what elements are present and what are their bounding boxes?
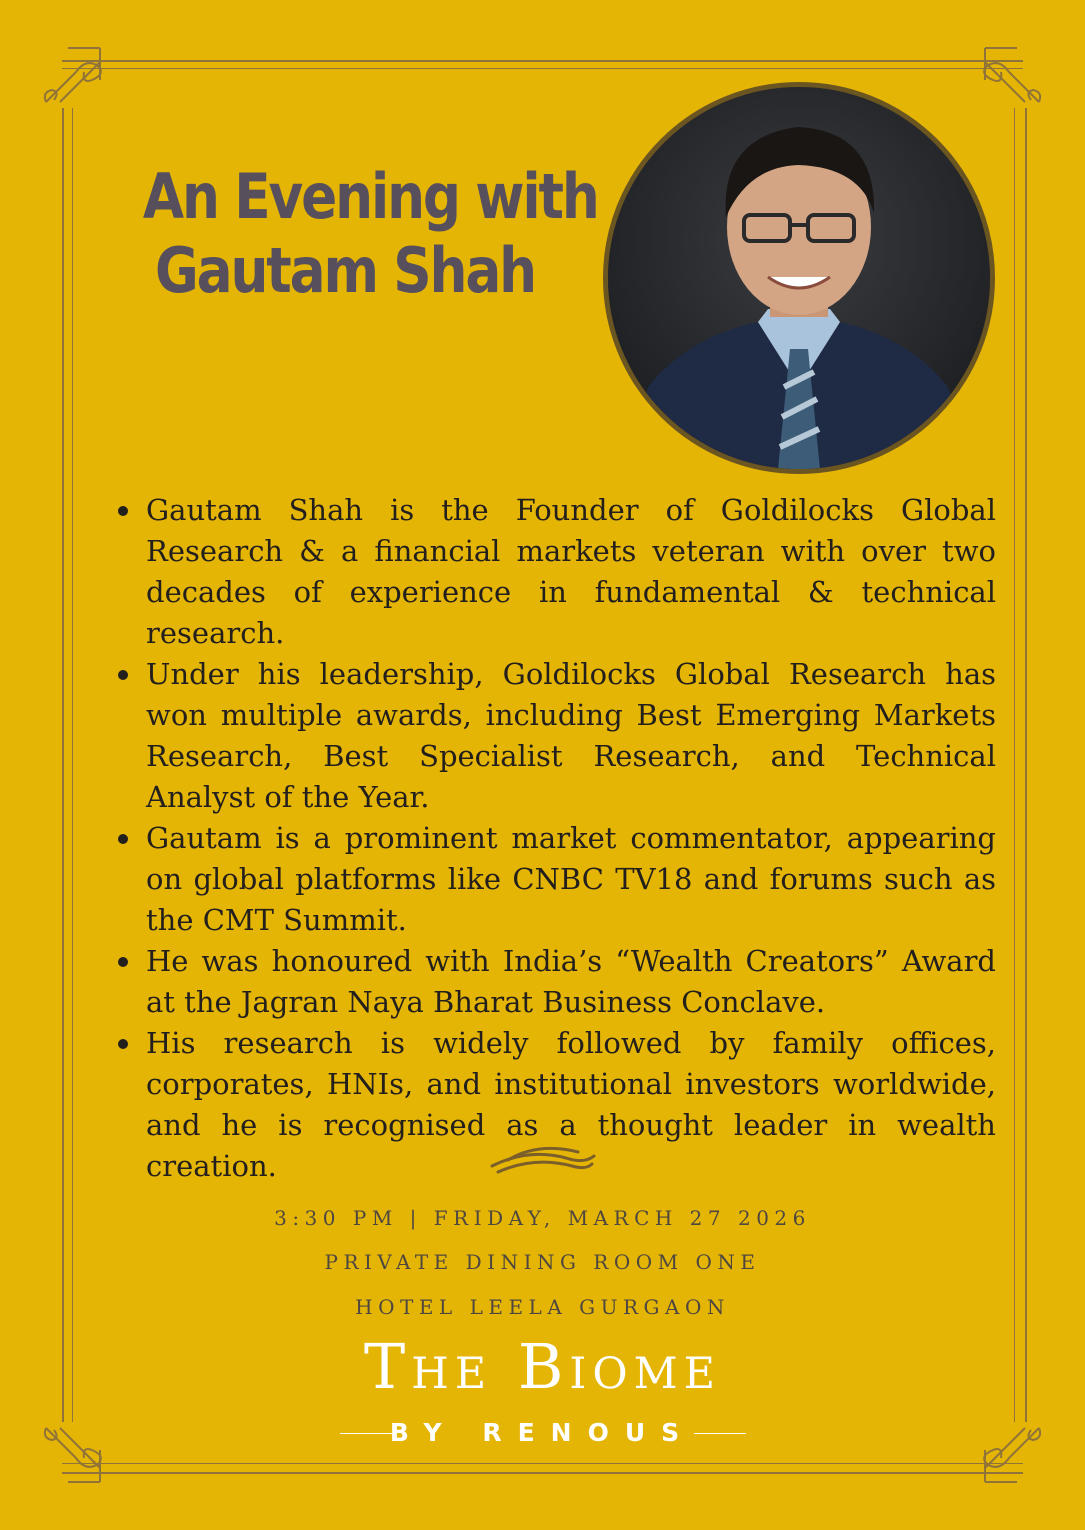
title-line-2: Gautam Shah: [155, 234, 535, 307]
list-item: Under his leadership, Goldilocks Global Research has won multiple awards, including Best Emerging Markets Research, Best Specialist Research, and Technical Analyst of the Year.: [110, 654, 996, 818]
brand-tagline: BY RENOUS: [389, 1418, 696, 1447]
corner-ornament-icon: [977, 40, 1047, 110]
list-item: Gautam Shah is the Founder of Goldilocks Global Research & a financial markets veteran with over two decades of experience in fundamental & technical research.: [110, 490, 996, 654]
title-line-1: An Evening with: [142, 160, 598, 233]
brand-logo: The Biome: [363, 1330, 722, 1403]
swirl-divider-icon: [488, 1140, 598, 1180]
bio-list: [110, 490, 996, 1187]
speaker-portrait: [603, 82, 995, 474]
list-item: He was honoured with India’s “Wealth Creators” Award at the Jagran Naya Bharat Business Conclave.: [110, 941, 996, 1023]
event-room: PRIVATE DINING ROOM ONE: [324, 1250, 761, 1274]
page-title: [142, 160, 598, 308]
list-item: His research is widely followed by family offices, corporates, HNIs, and institutional investors worldwide, and he is recognised as a thought leader in wealth creation.: [110, 1023, 996, 1187]
event-datetime: 3:30 PM | FRIDAY, MARCH 27 2026: [274, 1206, 811, 1230]
speaker-portrait-icon: [608, 87, 990, 469]
list-item: Gautam is a prominent market commentator, appearing on global platforms like CNBC TV18 and forums such as the CMT Summit.: [110, 818, 996, 941]
event-venue: HOTEL LEELA GURGAON: [355, 1295, 730, 1319]
corner-ornament-icon: [38, 40, 108, 110]
